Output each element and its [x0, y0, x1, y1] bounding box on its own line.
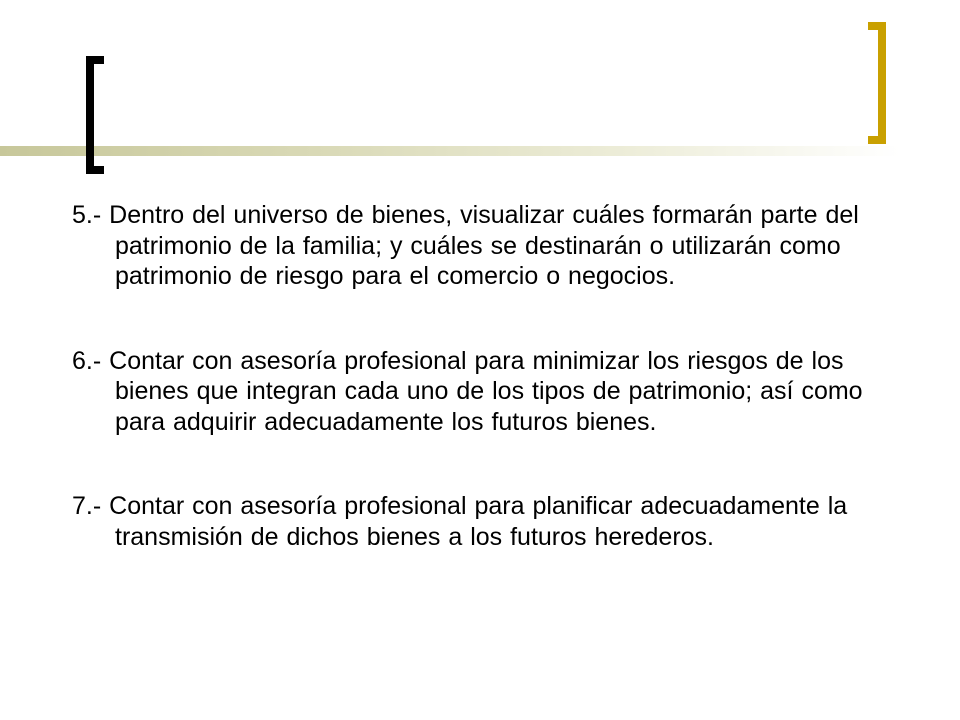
- item-number: 7.-: [72, 492, 102, 520]
- item-number: 6.-: [72, 346, 102, 375]
- slide-body: [72, 200, 902, 552]
- decorative-gradient-line: [0, 146, 900, 156]
- right-bracket-decoration: [868, 22, 886, 144]
- item-text: Contar con asesoría profesional para planificar adecuadamente la transmisión de dichos bienes a los futuros herederos.: [109, 492, 848, 551]
- item-text: Dentro del universo de bienes, visualizar cuáles formarán parte del patrimonio de la familia; y cuáles se destinarán o utilizarán como patrimonio de riesgo para el comercio o negocios.: [109, 201, 859, 290]
- list-item-7: [72, 491, 902, 552]
- list-item-5: [72, 200, 902, 292]
- left-bracket-decoration: [86, 56, 104, 174]
- list-item-6: [72, 346, 902, 438]
- item-number: 5.-: [72, 201, 102, 229]
- item-text: Contar con asesoría profesional para minimizar los riesgos de los bienes que integran cada uno de los tipos de patrimonio; así como para adquirir adecuadamente los futuros bienes.: [109, 346, 863, 436]
